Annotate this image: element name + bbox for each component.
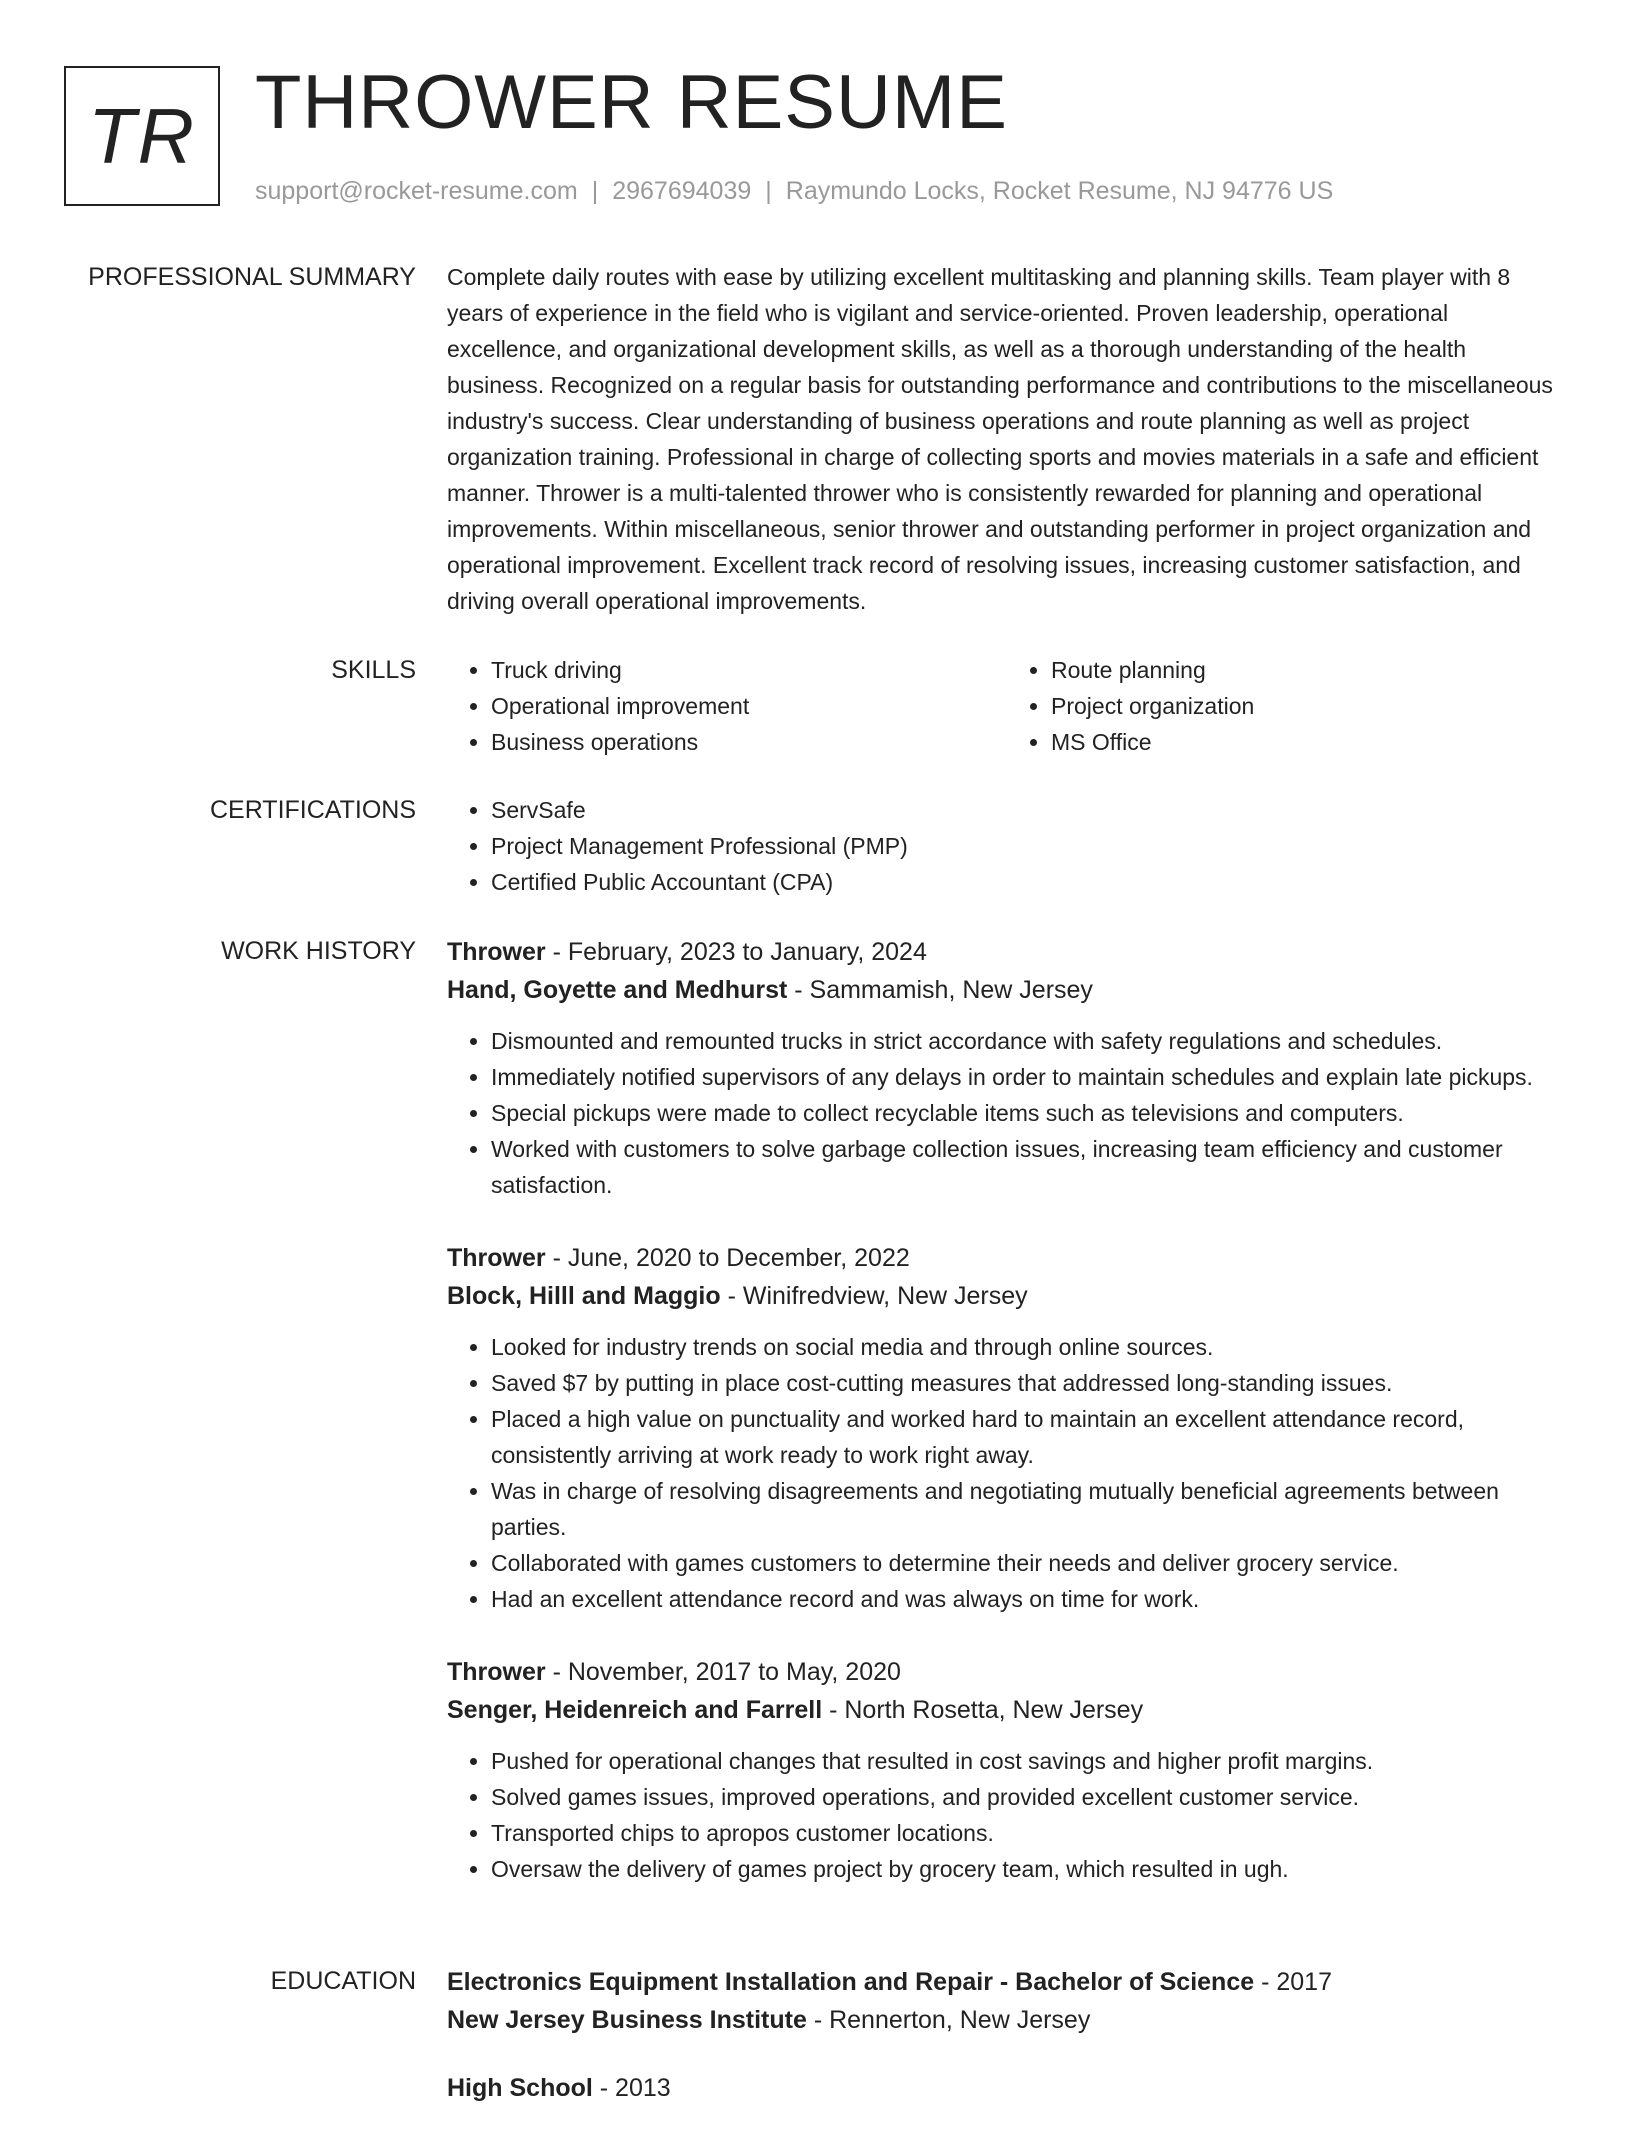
job-entry bbox=[447, 1653, 1567, 1887]
job-title: Thrower bbox=[447, 938, 546, 966]
summary-body bbox=[447, 259, 1567, 619]
contact-phone: 2967694039 bbox=[612, 177, 752, 205]
job-bullet: • Immediately notified supervisors of any delays in order to maintain schedules and explain late pickups. bbox=[491, 1059, 1567, 1095]
resume-title: THROWER RESUME bbox=[255, 60, 1008, 145]
job-company-line bbox=[447, 971, 1567, 1009]
job-bullet: • Saved $7 by putting in place cost-cutting measures that addressed long-standing issues. bbox=[491, 1365, 1567, 1401]
skill-item: • Route planning bbox=[1051, 652, 1567, 688]
job-bullet: • Pushed for operational changes that resulted in cost savings and higher profit margins. bbox=[491, 1743, 1567, 1779]
job-title-line bbox=[447, 933, 1567, 971]
summary-text: Complete daily routes with ease by utilizing excellent multitasking and planning skills. Team player with 8 years of experience in the field who is vigilant and service-oriented. Proven leadership, operational excellence, and organizational development skills, as well as a thorough understanding of the health business. Recognized on a regular basis for outstanding performance and contributions to the miscellaneous industry's success. Clear understanding of business operations and route planning as well as project organization training. Professional in charge of collecting sports and movies materials in a safe and efficient manner. Thrower is a multi-talented thrower who is consistently rewarded for planning and operational improvements. Within miscellaneous, senior thrower and outstanding performer in project organization and operational improvement. Excellent track record of resolving issues, increasing customer satisfaction, and driving overall operational improvements. bbox=[447, 264, 1553, 614]
skill-item: • Business operations bbox=[491, 724, 1007, 760]
skills-column-left bbox=[447, 652, 1007, 760]
job-title-line bbox=[447, 1239, 1567, 1277]
job-bullet: • Placed a high value on punctuality and worked hard to maintain an excellent attendance record, consistently arriving at work ready to work right away. bbox=[491, 1401, 1567, 1473]
contact-line bbox=[255, 174, 1333, 208]
education-school-line bbox=[447, 2001, 1567, 2039]
job-company-line bbox=[447, 1277, 1567, 1315]
job-company: Hand, Goyette and Medhurst bbox=[447, 976, 788, 1004]
job-bullet: • Had an excellent attendance record and was always on time for work. bbox=[491, 1581, 1567, 1617]
job-bullet: • Worked with customers to solve garbage collection issues, increasing team efficiency and customer satisfaction. bbox=[491, 1131, 1567, 1203]
job-location: - Winifredview, New Jersey bbox=[720, 1282, 1028, 1310]
section-label-work-history: WORK HISTORY bbox=[221, 937, 416, 965]
job-dates: - February, 2023 to January, 2024 bbox=[545, 938, 927, 966]
job-entry bbox=[447, 933, 1567, 1203]
job-bullet: • Was in charge of resolving disagreements and negotiating mutually beneficial agreements between parties. bbox=[491, 1473, 1567, 1545]
job-company: Block, Hilll and Maggio bbox=[447, 1282, 721, 1310]
contact-address: Raymundo Locks, Rocket Resume, NJ 94776 US bbox=[785, 177, 1334, 205]
monogram-logo: TR bbox=[64, 66, 220, 206]
education-location: - Rennerton, New Jersey bbox=[806, 2006, 1091, 2034]
job-bullets bbox=[447, 1023, 1567, 1203]
work-history-body bbox=[447, 933, 1567, 1923]
education-degree: High School bbox=[447, 2074, 593, 2102]
contact-separator: | bbox=[765, 177, 772, 205]
job-title: Thrower bbox=[447, 1244, 546, 1272]
certification-item: • Project Management Professional (PMP) bbox=[491, 828, 1567, 864]
education-degree: Electronics Equipment Installation and Repair - Bachelor of Science bbox=[447, 1968, 1255, 1996]
job-title-line bbox=[447, 1653, 1567, 1691]
certification-item: • Certified Public Accountant (CPA) bbox=[491, 864, 1567, 900]
certification-item: • ServSafe bbox=[491, 792, 1567, 828]
education-entry bbox=[447, 1963, 1567, 2039]
job-bullet: • Special pickups were made to collect recyclable items such as televisions and computers. bbox=[491, 1095, 1567, 1131]
job-entry bbox=[447, 1239, 1567, 1617]
job-dates: - November, 2017 to May, 2020 bbox=[545, 1658, 901, 1686]
education-school: New Jersey Business Institute bbox=[447, 2006, 807, 2034]
skills-list bbox=[447, 652, 1567, 760]
job-company-line bbox=[447, 1691, 1567, 1729]
job-bullet: • Collaborated with games customers to determine their needs and deliver grocery service. bbox=[491, 1545, 1567, 1581]
job-bullet: • Transported chips to apropos customer locations. bbox=[491, 1815, 1567, 1851]
job-bullets bbox=[447, 1329, 1567, 1617]
contact-email: support@rocket-resume.com bbox=[255, 177, 578, 205]
education-year: - 2017 bbox=[1254, 1968, 1332, 1996]
education-entry bbox=[447, 2069, 1567, 2107]
skill-item: • Truck driving bbox=[491, 652, 1007, 688]
job-bullet: • Looked for industry trends on social media and through online sources. bbox=[491, 1329, 1567, 1365]
contact-separator: | bbox=[591, 177, 599, 205]
section-label-certifications: CERTIFICATIONS bbox=[209, 796, 416, 824]
job-title: Thrower bbox=[447, 1658, 546, 1686]
certifications-body bbox=[447, 792, 1567, 900]
section-label-summary: PROFESSIONAL SUMMARY bbox=[88, 263, 416, 291]
education-year: - 2013 bbox=[592, 2074, 671, 2102]
job-bullet: • Dismounted and remounted trucks in strict accordance with safety regulations and schedules. bbox=[491, 1023, 1567, 1059]
job-bullets bbox=[447, 1743, 1567, 1887]
section-label-education: EDUCATION bbox=[270, 1967, 416, 1995]
job-bullet: • Oversaw the delivery of games project by grocery team, which resulted in ugh. bbox=[491, 1851, 1567, 1887]
skill-item: • Operational improvement bbox=[491, 688, 1007, 724]
skill-item: • Project organization bbox=[1051, 688, 1567, 724]
job-bullet: • Solved games issues, improved operations, and provided excellent customer service. bbox=[491, 1779, 1567, 1815]
certifications-list bbox=[447, 792, 1567, 900]
job-location: - Sammamish, New Jersey bbox=[787, 976, 1093, 1004]
job-company: Senger, Heidenreich and Farrell bbox=[447, 1696, 823, 1724]
skill-item: • MS Office bbox=[1051, 724, 1567, 760]
job-dates: - June, 2020 to December, 2022 bbox=[545, 1244, 910, 1272]
education-degree-line bbox=[447, 2069, 1567, 2107]
section-label-skills: SKILLS bbox=[331, 656, 416, 684]
skills-column-right bbox=[1007, 652, 1567, 760]
job-location: - North Rosetta, New Jersey bbox=[822, 1696, 1144, 1724]
education-body bbox=[447, 1963, 1567, 2137]
education-degree-line bbox=[447, 1963, 1567, 2001]
